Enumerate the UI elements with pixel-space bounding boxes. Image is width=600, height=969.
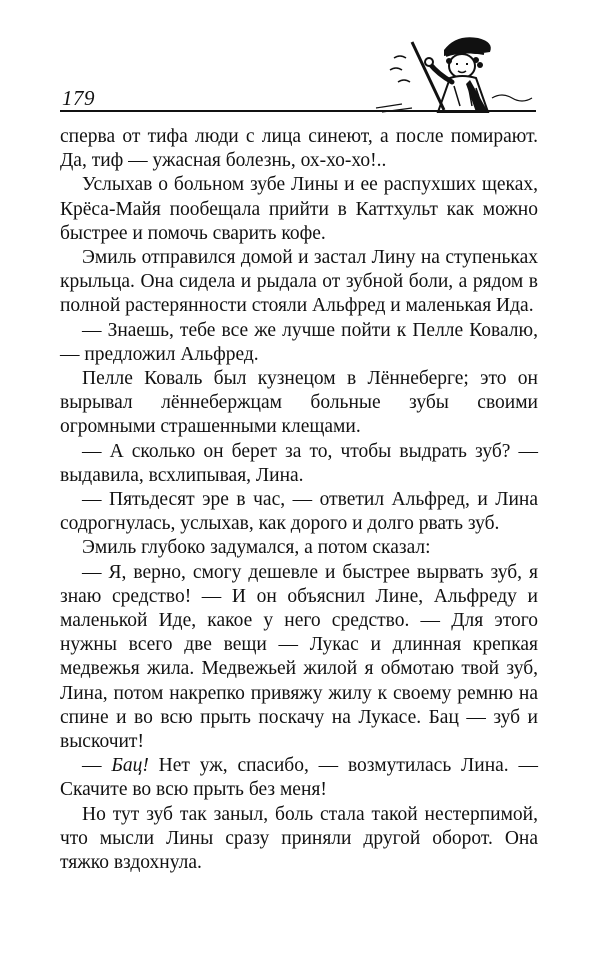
paragraph: — А сколько он берет за то, чтобы выдрать зуб? — выдавила, всхлипывая, Лина. xyxy=(60,440,538,486)
body-text xyxy=(60,125,538,875)
paragraph: Пелле Коваль был кузнецом в Лённеберге; это он вырывал лённебержцам больные зубы своими огромными страшенными клещами. xyxy=(60,368,538,438)
paragraph: Эмиль глубоко задумался, а потом сказал: xyxy=(82,537,431,559)
paragraph-rest: Нет уж, спасибо, — возмутилась Лина. — Скачите во всю прыть без меня! xyxy=(60,755,539,801)
paragraph: Но тут зуб так заныл, боль стала такой нестерпимой, что мысли Лины сразу приняли другой оборот. Она тяжко вздохнула. xyxy=(60,803,538,874)
dialogue-dash: — xyxy=(82,755,112,777)
paragraph: — Я, верно, смогу дешевле и быстрее вырвать зуб, я знаю средство! — И он объяснил Лине, Альфреду и маленькой Иде, какое у него средство. — Для этого нужны всего две вещи — Лукас и длинная крепкая медвежья жила. Медвежьей жилой я обмотаю твой зуб, Лина, потом накрепко привяжу жилу к своему ремню на спине и во всю прыть поскачу на Лукасе. Бац — зуб и выскочит! xyxy=(60,561,538,753)
paragraph: — Знаешь, тебе все же лучше пойти к Пелле Ковалю, — предложил Альфред. xyxy=(60,319,538,365)
italic-exclamation: Бац! xyxy=(111,755,149,777)
paragraph: Эмиль отправился домой и застал Лину на ступеньках крыльца. Она сидела и рыдала от зубной боли, а рядом в полной растерянности стояли Альфред и маленькая Ида. xyxy=(60,247,538,317)
boy-with-stick-icon xyxy=(372,28,540,114)
paragraph: Услыхав о больном зубе Лины и ее распухших щеках, Крёса-Майя пообещала прийти в Каттхульт как можно быстрее и помочь сварить кофе. xyxy=(60,174,538,244)
header-rule xyxy=(60,110,536,112)
page-number: 179 xyxy=(62,86,95,110)
paragraph: — Пятьдесят эре в час, — ответил Альфред, и Лина содрогнулась, услыхав, как дорого и долго рвать зуб. xyxy=(60,489,538,535)
paragraph: сперва от тифа люди с лица синеют, а после помирают. Да, тиф — ужасная болезнь, ох-хо-хо!.. xyxy=(60,126,538,172)
paragraph xyxy=(60,754,538,802)
